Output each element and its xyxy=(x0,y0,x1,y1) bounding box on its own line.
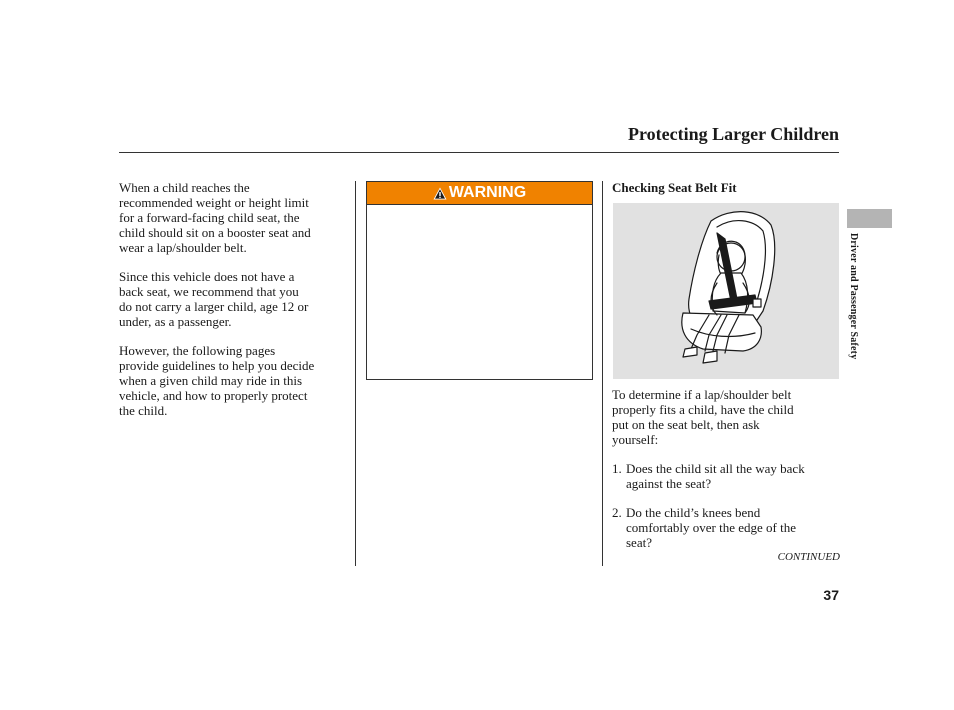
child-booster-seat-illustration xyxy=(613,203,839,379)
list-item-text: Do the child’s knees bend comfortably over the edge of the seat? xyxy=(626,505,797,550)
warning-triangle-icon xyxy=(433,187,447,200)
section-heading: Checking Seat Belt Fit xyxy=(612,180,737,195)
title-rule xyxy=(119,152,839,153)
page-number: 37 xyxy=(823,587,839,603)
list-item-text: Does the child sit all the way back against the seat? xyxy=(626,461,805,491)
section-side-label: Driver and Passenger Safety xyxy=(848,233,859,360)
paragraph-no-back-seat: Since this vehicle does not have a back seat, we recommend that you do not carry a larger child, age 12 or under, as a passenger. xyxy=(119,269,309,329)
column-divider-left xyxy=(355,181,356,566)
paragraph-booster-intro: When a child reaches the recommended weight or height limit for a forward-facing child seat, the child should sit on a booster seat and wear a lap/shoulder belt. xyxy=(119,180,311,255)
booster-seat-drawing xyxy=(613,203,839,379)
list-item-number: 1. xyxy=(612,461,622,476)
page-title: Protecting Larger Children xyxy=(628,124,839,144)
warning-body xyxy=(367,204,592,381)
warning-box xyxy=(366,181,593,380)
paragraph-guidelines: However, the following pages provide guidelines to help you decide when a given child may ride in this vehicle, and how to properly protect the child. xyxy=(119,343,315,418)
continued-label: CONTINUED xyxy=(777,551,840,563)
column-divider-right xyxy=(602,181,603,566)
list-item-number: 2. xyxy=(612,505,622,520)
section-side-tab[interactable] xyxy=(847,209,892,228)
warning-label: WARNING xyxy=(448,184,527,201)
warning-header xyxy=(367,182,592,204)
paragraph-belt-fit-intro: To determine if a lap/shoulder belt properly fits a child, have the child put on the seat belt, then ask yourself: xyxy=(612,387,794,447)
